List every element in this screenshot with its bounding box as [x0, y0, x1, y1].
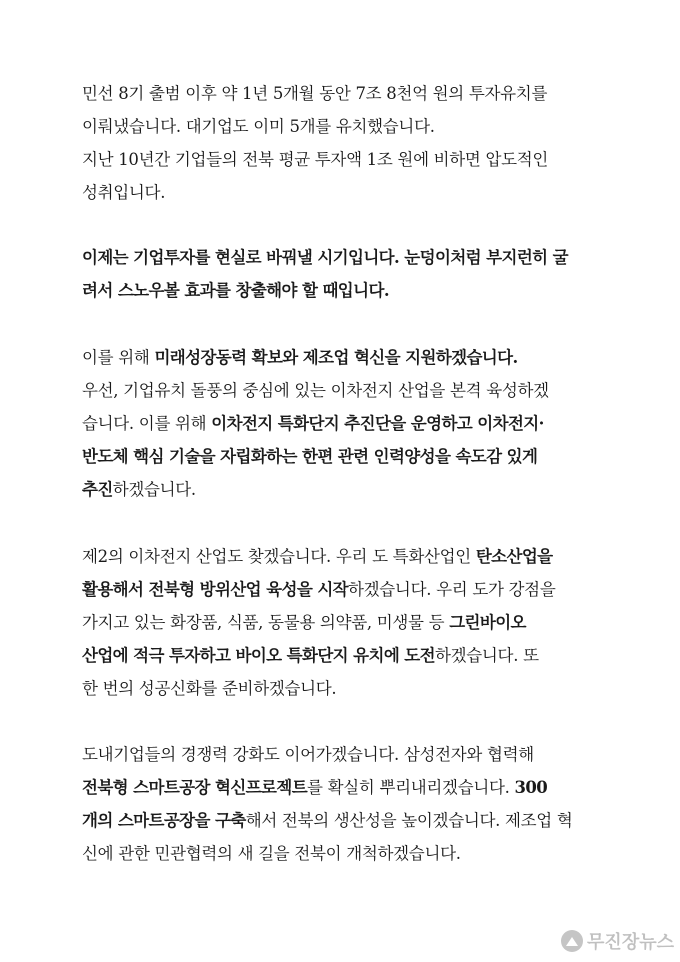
text-line [82, 844, 461, 864]
text-line [82, 580, 555, 600]
bold-text-segment: 반도체 핵심 기술을 자립화하는 한편 관련 인력양성을 속도감 있게 [82, 447, 538, 466]
text-segment: 해서 전북의 생산성을 높이겠습니다. 제조업 혁 [245, 811, 573, 830]
text-line [82, 281, 389, 301]
text-segment: 하겠습니다. [112, 480, 196, 499]
text-line [82, 679, 336, 699]
bold-text-segment: 려서 스노우볼 효과를 창출해야 할 때입니다. [82, 281, 389, 300]
text-line [82, 811, 573, 831]
watermark-text: 무진장뉴스 [587, 932, 674, 953]
text-line [82, 414, 544, 434]
text-line [82, 480, 196, 500]
bold-text-segment: 탄소산업을 [475, 547, 553, 566]
text-line [82, 778, 547, 798]
text-segment: 성취입니다. [82, 183, 166, 202]
text-line [82, 381, 549, 401]
text-segment: 민선 8기 출범 이후 약 1년 5개월 동안 7조 8천억 원의 투자유치를 [82, 84, 548, 103]
bold-text-segment: 추진 [82, 480, 113, 499]
bold-text-segment: 그린바이오 [449, 613, 526, 632]
text-line [82, 183, 165, 203]
text-segment: 가지고 있는 화장품, 식품, 동물용 의약품, 미생물 등 [82, 613, 450, 632]
text-line [82, 547, 553, 567]
text-line [82, 248, 568, 268]
text-line [82, 613, 526, 633]
text-line [82, 646, 539, 666]
text-segment: 한 번의 성공신화를 준비하겠습니다. [82, 679, 337, 698]
bold-text-segment: 전북형 스마트공장 혁신프로젝트 [82, 778, 308, 797]
text-segment: 하겠습니다. 우리 도가 강점을 [348, 580, 556, 599]
watermark [561, 928, 674, 954]
text-segment: 제2의 이차전지 산업도 찾겠습니다. 우리 도 특화산업인 [82, 547, 476, 566]
bold-text-segment: 300 [514, 778, 548, 797]
text-segment: 습니다. 이를 위해 [82, 414, 212, 433]
text-line [82, 150, 548, 170]
text-segment: 지난 10년간 기업들의 전북 평균 투자액 1조 원에 비하면 압도적인 [82, 150, 549, 169]
text-line [82, 117, 435, 137]
bold-text-segment: 개의 스마트공장을 구축 [82, 811, 246, 830]
text-segment: 도내기업들의 경쟁력 강화도 이어가겠습니다. 삼성전자와 협력해 [82, 745, 534, 764]
bold-text-segment: 이차전지 특화단지 추진단을 운영하고 이차전지· [211, 414, 544, 433]
text-segment: 하겠습니다. 또 [435, 646, 539, 665]
text-segment: 를 확실히 뿌리내리겠습니다. [307, 778, 515, 797]
text-segment: 이뤄냈습니다. 대기업도 이미 5개를 유치했습니다. [82, 117, 435, 136]
text-segment: 이를 위해 [82, 348, 155, 367]
text-segment: 우선, 기업유치 돌풍의 중심에 있는 이차전지 산업을 본격 육성하겠 [82, 381, 549, 400]
bold-text-segment: 산업에 적극 투자하고 바이오 특화단지 유치에 도전 [82, 646, 435, 665]
text-segment: 신에 관한 민관협력의 새 길을 전북이 개척하겠습니다. [82, 844, 461, 863]
text-line [82, 447, 537, 467]
text-line [82, 348, 518, 368]
text-line [82, 84, 547, 104]
text-line [82, 745, 534, 765]
bold-text-segment: 이제는 기업투자를 현실로 바꿔낼 시기입니다. 눈덩이처럼 부지런히 굴 [82, 248, 568, 267]
bold-text-segment: 미래성장동력 확보와 제조업 혁신을 지원하겠습니다. [154, 348, 518, 367]
mountain-logo-icon [561, 930, 583, 952]
bold-text-segment: 활용해서 전북형 방위산업 육성을 시작 [82, 580, 349, 599]
